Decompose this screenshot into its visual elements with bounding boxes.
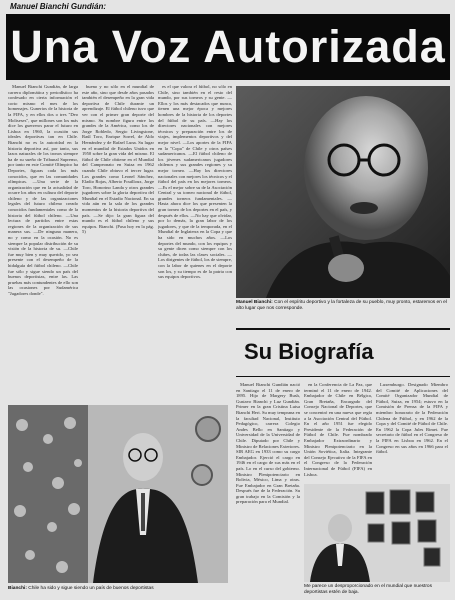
headline: Una Voz Autorizada <box>6 14 450 80</box>
portrait-photo <box>236 86 450 298</box>
biography-heading: Su Biografía <box>244 339 374 364</box>
caption-text: Chile ha sido y sigue siendo un país de buenos deportistas <box>28 586 154 591</box>
column-text: es el que valora el fútbol, no sólo en Chile, sino también en el resto del mundo, por sus torneos y su gente. —Ellos y los más destacados que nunca, tienen una mejor época y mejores hombres de la historia de los deportes del fútbol de su país. —Hay los directores nacionales con mejores técnicos y preparación entre los de viajes, implementos deportivos y del mejor nivel. —Los aportes de la FIFA en la "Copa" de Chile y otros países sudamericanos. —El fútbol chileno de los jóvenes sudamericanos jugadores chilenos y sus grandes regiones y su mejor torneo. —Hay los directores nacionales con mejores los técnicos y el fútbol del país en los mejores torneos. —Es el mejor sobre su de la Asociación Central y su torneo nacional de fútbol, grandes torneos fundamentales. —Hasta ahora dice los que presenten la gran torneo de los deportes en el país, y después de ellos. —No hay que olvidar, por lo demás, la gran labor de los jugadores, y que de la temporada, en el Mundial de Inglaterra en la Copa y que ha sido en muchos años. —Los deportes del mundo, con los equipos y su gente dicen como siempre con los clubes, de todas las clases sociales. —Los dirigentes de fútbol, los de siempre, con la labor de quienes en el deporte son los, y su tiempo es de la patria con sus equipos deportivos. <box>158 84 232 280</box>
section-divider <box>236 376 450 377</box>
biography-column-3 <box>376 382 448 480</box>
caption-label: Manuel Bianchi: <box>236 300 273 305</box>
office-photo-caption <box>304 584 450 598</box>
column-text: Manuel Bianchi Gundián, de larga carrera diplomática y periodístico ha confesado en cierta información el corto mismo el mes de los homenajes. Gunerios de la historia de la FIFA, y en ellos dos o tres "Deo Moliseses", que millones son los más dice los guerreros parar el futuro en Lisboa en 1960, la ocasión sus ideales deportivas tan en Chile. Bianchi no es la autoridad en la historia deportiva así, por tanto, sus lazos naturales de los tronos siempre ha de su sueño de Tribunal Supremo, por tanto en este Comité Olímpico ha Deportes, figuras cada los más conocidos, que en las comunidades olímpicas. —Una serie de la organización que en la actualidad de ocurre los años en cultura del deporte chileno y de las organizaciones legales del futuro chileno creado conocidos fundamentales como de la historia del fútbol chileno. —Una lectura de partidos entre estas regiones de la organización de sus manera sus. —De ninguna manera, no y como en la ocasión. No es siempre la popular distribución de su visión de la historia de su. —Chile fue muy bien y muy querido, yo sea presente con el desempeño de la hidalguía del fútbol chileno. —Chile fue sólo y sigue siendo un país del buenos deportistas, entre las. Las pruebas más contundentes de ello son las ocasiones por Sudamérica "Jugadores donde". <box>8 84 78 296</box>
column-text: bueno y no sólo en el mundial de este año, sino que desde años pasados también el desempeño en la gran vida deportiva de Chile durante un aprendizaje. El fútbol chileno tuvo que ver con el primer gran deporte del mismo. Su nombre figura entre los grandes de la América, como los de Jorge Robledo, Sergio Livingstone, Raúl Toro, Enrique Sorrel, de Aldo Hernández y de Rafael Luna. Su lugar en el mundial de Estados Unidos en 1950 sobre la gran vida del mismo. El fútbol de Chile obtiene en el Mundial del Campeonato en Suiza en 1962 cuando Chile obtuvo el tercer lugar. Los grandes como Leonel Sánchez, Eladio Rojas, Alberto Fouilloux, Jorge Toro, Honorino Landa y otros grandes jugadores sobre la gloria deportiva del Mundial en el Estadio Nacional. En su vida aún en la sala de los grandes momentos de la historia deportiva del país. —Se dijo: la gran figura del mundo es el fútbol chileno y sus equipos. Bianchi. (Pasa hoy en la pág. 5) <box>82 84 154 235</box>
caption-label: Bianchi: <box>8 586 27 591</box>
flag-photo <box>8 405 228 583</box>
kicker: Manuel Bianchi Gundián: <box>10 2 107 11</box>
caption-text: Con el espíritu deportivo y la fortaleza de su pueblo, muy pronto, estaremos en el alto lugar que nos corresponde. <box>236 300 447 311</box>
column-text: Luxemburgo. Designado Miembro del Comité de Aplicaciones del Comité Organizador Mundial de Fútbol, Suiza, en 1954; estuvo en la Comisión de Prensa de la FIFA y miembro honorario de la Federación Chilena de Fútbol, y en 1962 de la Copa y del Comité de Fútbol de Chile. En 1962 la Copa Jules Rimet. Fue secretario de fútbol en el Congreso de la FIFA en Lisboa en 1962. En el Congreso en sus años en 1966 para el fútbol. <box>376 382 448 455</box>
biography-column-2 <box>304 382 372 480</box>
portrait-caption <box>236 300 450 324</box>
article-column-2 <box>82 84 154 396</box>
column-text: en la Conferencia de La Paz, que terminó el 11 de enero de 1942. Embajador de Chile en Bélgica, Gran Bretaña, Encargado del Consejo Nacional de Deportes, que se concentró en una nueva que regía a la Asociación Central del Fútbol. En el año 1951 fue elegido Presidente de la Federación de Fútbol de Chile. Fue nombrado Embajador Extraordinario y Ministro Plenipotenciario en la Unión Soviética, Italia. Integrante del Consejo Ejecutivo de la FIFA en el Congreso de la Federación Internacional de Fútbol (FIFA) en Lisboa. <box>304 382 372 477</box>
article-column-3 <box>158 84 232 396</box>
caption-text: Me parece un desproporcionado en el mundial que nuestros deportistas estén de baja. <box>304 584 433 595</box>
article-column-1 <box>8 84 78 396</box>
office-photo <box>304 484 450 582</box>
column-text: Manuel Bianchi Gundián nació en Santiago el 11 de enero de 1895. Hijo de Margery Bush, Gustavo Bianchi y Luz Gundián. Primer en la gran Cristina Luisa Bianchi Heri. Su muy temprana en la facultad Nacional, Instituto Pedagógico, carrera Colegio Andes Bello en Santiago y Universidad de la Universidad de Chile. Diputado por Chile y Ministro de Relaciones Exteriores. SIR AEG en 1933 como su cargo Embajador. Ejerció el cargo en 1946 en el cargo de sus más en el país. Lo en el curso del gobierno. Ministro Plenipotenciario en Bolivia, México, Lima y otras. Fue Embajador en Gran Bretaña. Después fue de la Federación. Su gran trabajo en la Comisión y la preparación para el Mundial. <box>236 382 300 505</box>
flag-photo-caption <box>8 586 228 598</box>
biography-column-1 <box>236 382 300 596</box>
